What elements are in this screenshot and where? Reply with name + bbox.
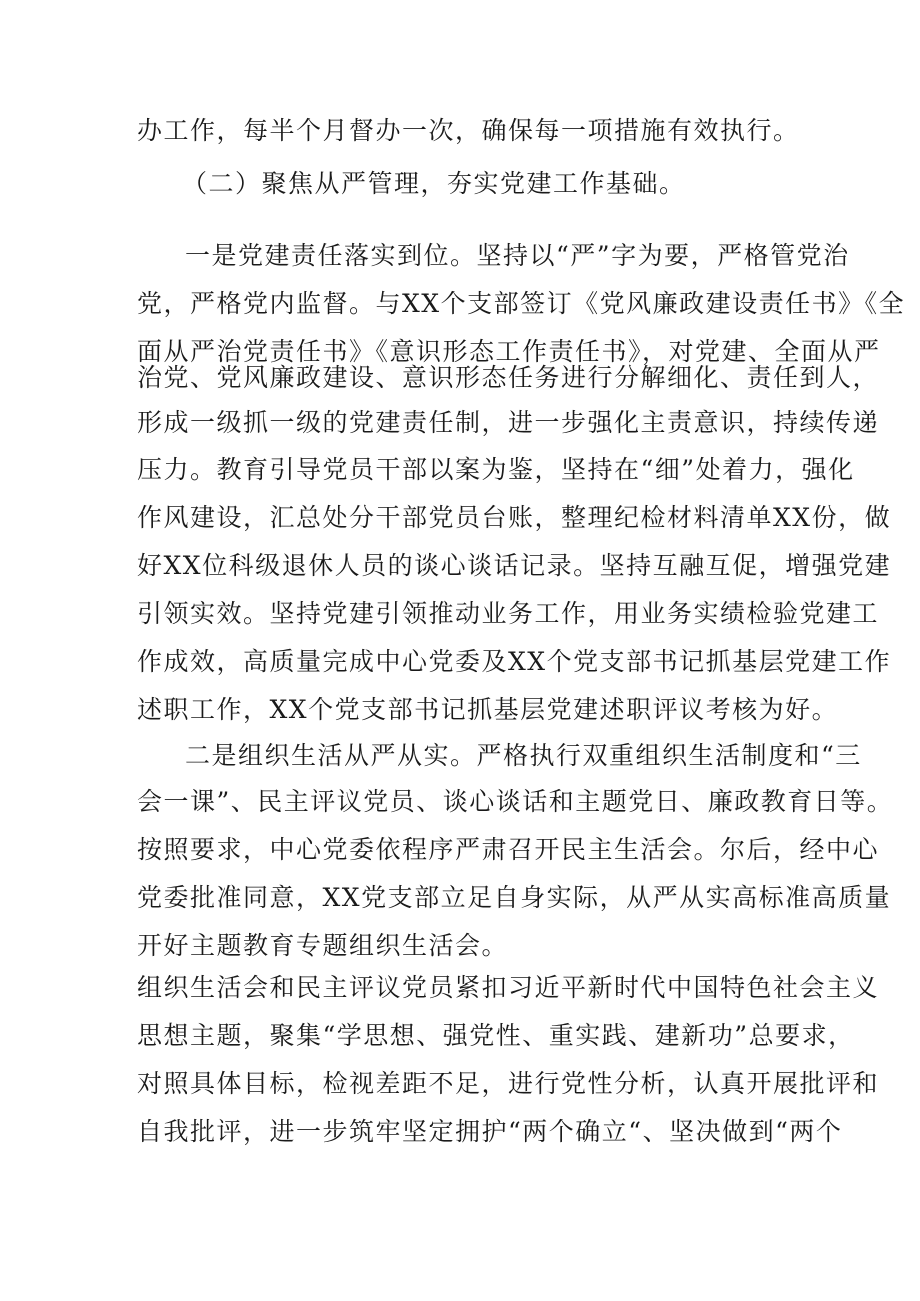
text-line: 党委批准同意，XX党支部立足自身实际，从严从实高标准高质量 [137, 883, 892, 912]
text-line: 作风建设，汇总处分干部党员台账，整理纪检材料清单XX份，做 [137, 503, 892, 532]
text-line: 会一课”、民主评议党员、谈心谈话和主题党日、廉政教育日等。 [137, 787, 894, 816]
text-line: 办工作，每半个月督办一次，确保每一项措施有效执行。 [137, 116, 800, 145]
text-line: 组织生活会和民主评议党员紧扣习近平新时代中国特色社会主义 [137, 973, 880, 1002]
text-line: 二是组织生活从严从实。严格执行双重组织生活制度和“三 [185, 741, 862, 770]
text-line: 好XX位科级退休人员的谈心谈话记录。坚持互融互促，增强党建 [137, 551, 892, 580]
text-line: 形成一级抓一级的党建责任制，进一步强化主责意识，持续传递 [137, 408, 880, 437]
text-line: 述职工作，XX个党支部书记抓基层党建述职评议考核为好。 [137, 695, 839, 724]
text-line: 对照具体目标，检视差距不足，进行党性分析，认真开展批评和 [137, 1069, 880, 1098]
text-line: 思想主题，聚集“学思想、强党性、重实践、建新功”总要求， [137, 1021, 855, 1050]
text-line: 作成效，高质量完成中心党委及XX个党支部书记抓基层党建工作 [137, 647, 892, 676]
text-line: 治党、党风廉政建设、意识形态任务进行分解细化、责任到人， [137, 363, 880, 392]
text-line: 党，严格党内监督。与XX个支部签订《党风廉政建设责任书》《全 [137, 289, 906, 318]
text-line: 开好主题教育专题组织生活会。 [137, 931, 509, 960]
text-line: 按照要求，中心党委依程序严肃召开民主生活会。尔后，经中心 [137, 835, 880, 864]
section-heading: （二）聚焦从严管理，夯实党建工作基础。 [182, 169, 686, 198]
text-line: 引领实效。坚持党建引领推动业务工作，用业务实绩检验党建工 [137, 599, 880, 628]
text-line: 一是党建责任落实到位。坚持以“严”字为要，严格管党治 [185, 241, 850, 270]
text-line: 压力。教育引导党员干部以案为鉴，坚持在“细”处着力，强化 [137, 455, 855, 484]
text-line: 面从严治党责任书》《意识形态工作责任书》，对党建、全面从严 [137, 337, 881, 366]
text-line: 自我批评，进一步筑牢坚定拥护“两个确立“、坚决做到“两个 [137, 1117, 843, 1146]
